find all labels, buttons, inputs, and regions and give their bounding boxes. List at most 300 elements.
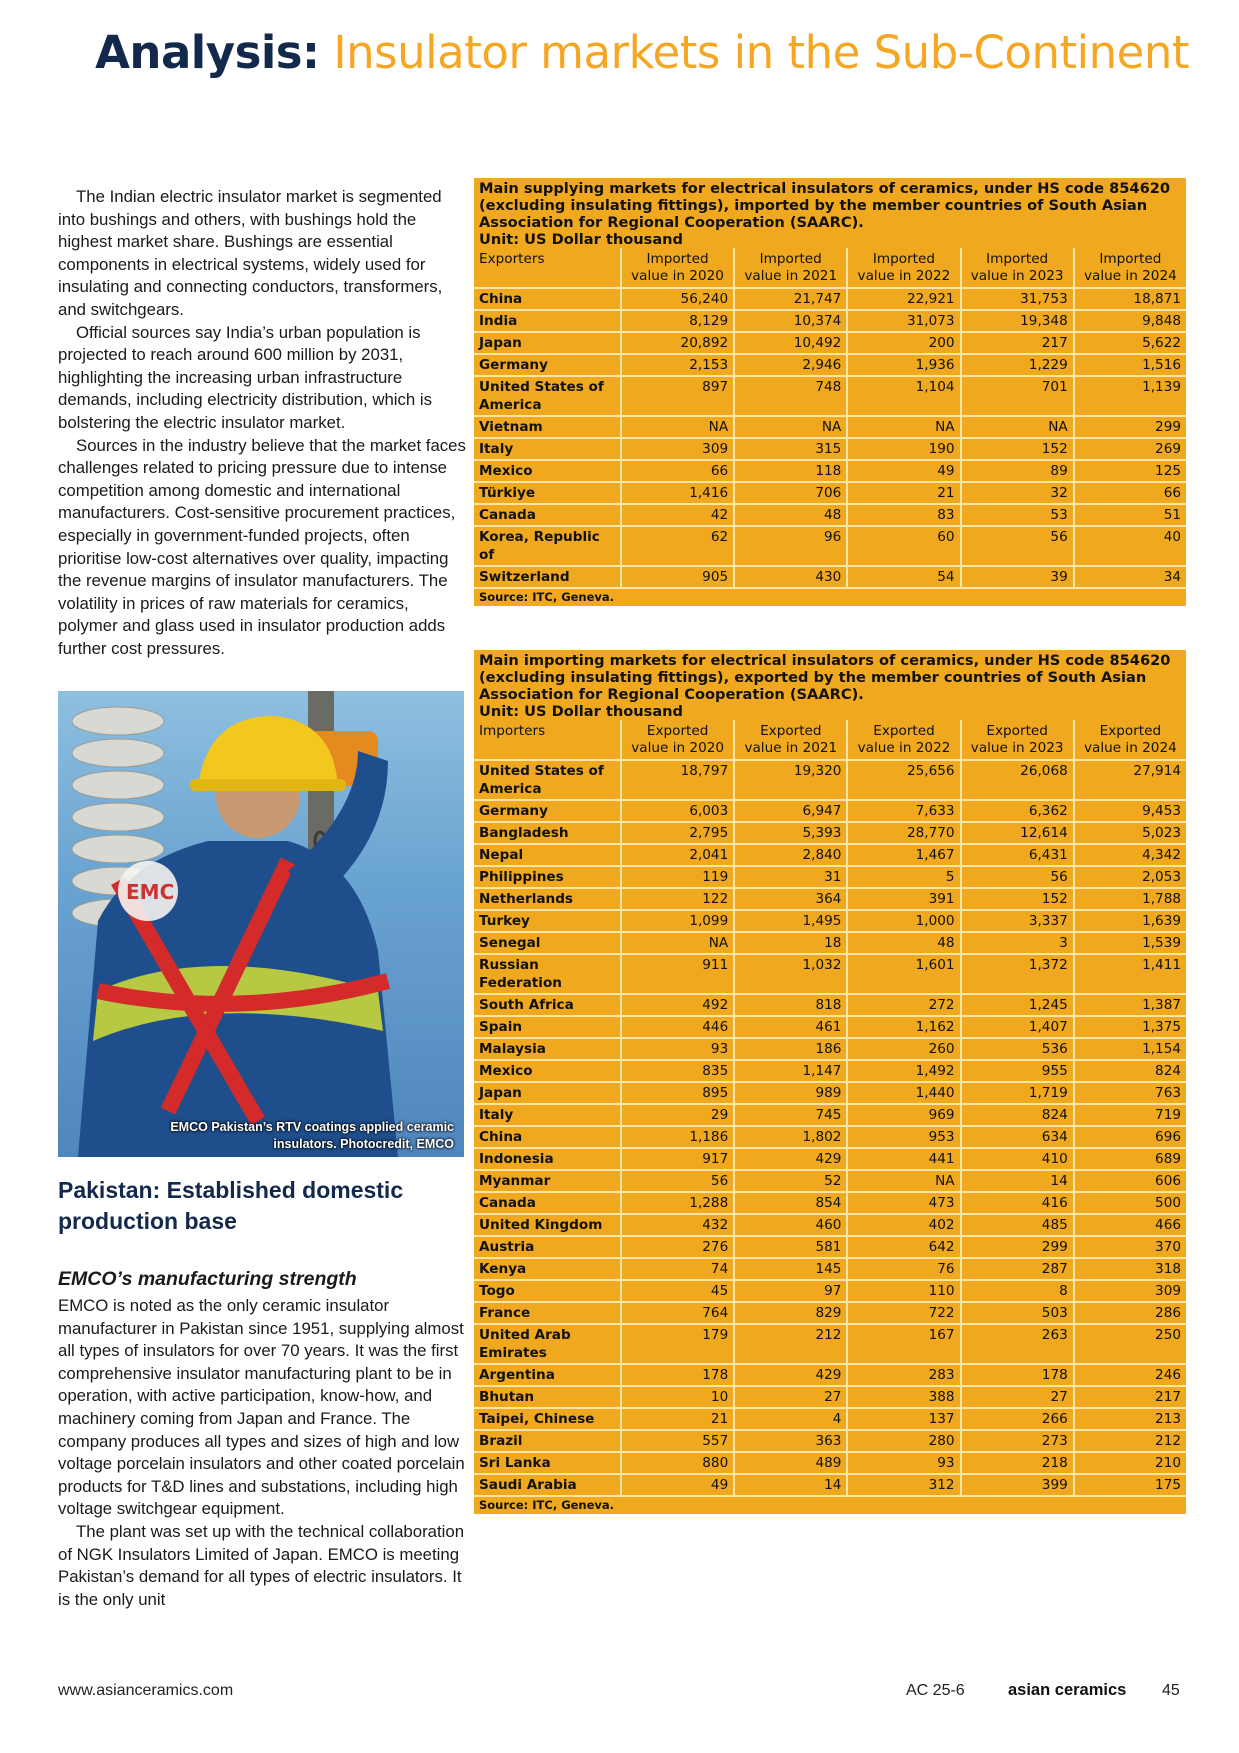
value-cell: 49 xyxy=(621,1474,734,1496)
country-cell: Philippines xyxy=(474,866,621,888)
value-cell: 1,719 xyxy=(961,1082,1074,1104)
value-cell: 9,453 xyxy=(1074,800,1186,822)
value-cell: 1,154 xyxy=(1074,1038,1186,1060)
value-cell: 581 xyxy=(734,1236,847,1258)
table-row xyxy=(474,460,1186,482)
value-cell: 1,186 xyxy=(621,1126,734,1148)
jacket-logo-text: EMC xyxy=(126,880,175,904)
value-cell: 45 xyxy=(621,1280,734,1302)
header-row xyxy=(474,720,1186,760)
value-cell: 1,229 xyxy=(961,354,1074,376)
value-cell: 835 xyxy=(621,1060,734,1082)
data-table xyxy=(474,248,1186,589)
value-cell: 51 xyxy=(1074,504,1186,526)
value-cell: 363 xyxy=(734,1430,847,1452)
value-cell: 953 xyxy=(847,1126,960,1148)
value-cell: 634 xyxy=(961,1126,1074,1148)
value-cell: 53 xyxy=(961,504,1074,526)
value-cell: 416 xyxy=(961,1192,1074,1214)
country-cell: Netherlands xyxy=(474,888,621,910)
value-cell: 93 xyxy=(847,1452,960,1474)
value-cell: 719 xyxy=(1074,1104,1186,1126)
country-cell: United States of America xyxy=(474,376,621,416)
value-cell: 175 xyxy=(1074,1474,1186,1496)
value-cell: 19,348 xyxy=(961,310,1074,332)
footer-issue: AC 25-6 xyxy=(906,1682,965,1699)
value-cell: 312 xyxy=(847,1474,960,1496)
value-cell: 266 xyxy=(961,1408,1074,1430)
value-cell: 429 xyxy=(734,1364,847,1386)
table-row xyxy=(474,844,1186,866)
value-cell: 1,407 xyxy=(961,1016,1074,1038)
table-row xyxy=(474,1148,1186,1170)
value-cell: 29 xyxy=(621,1104,734,1126)
value-cell: 1,104 xyxy=(847,376,960,416)
value-cell: 31 xyxy=(734,866,847,888)
country-cell: India xyxy=(474,310,621,332)
column-header-value: Exported value in 2020 xyxy=(621,720,734,760)
value-cell: 18,871 xyxy=(1074,288,1186,310)
value-cell: 48 xyxy=(847,932,960,954)
country-cell: Japan xyxy=(474,332,621,354)
value-cell: 1,411 xyxy=(1074,954,1186,994)
value-cell: NA xyxy=(847,416,960,438)
table-source: Source: ITC, Geneva. xyxy=(479,590,615,604)
value-cell: 460 xyxy=(734,1214,847,1236)
country-cell: United Kingdom xyxy=(474,1214,621,1236)
value-cell: 536 xyxy=(961,1038,1074,1060)
table-caption xyxy=(474,650,1186,720)
value-cell: 642 xyxy=(847,1236,960,1258)
table-row xyxy=(474,1258,1186,1280)
value-cell: 178 xyxy=(961,1364,1074,1386)
column-header-value: Imported value in 2024 xyxy=(1074,248,1186,288)
worker-illustration xyxy=(58,691,464,1157)
value-cell: 21,747 xyxy=(734,288,847,310)
value-cell: 2,153 xyxy=(621,354,734,376)
value-cell: 2,840 xyxy=(734,844,847,866)
value-cell: 1,788 xyxy=(1074,888,1186,910)
value-cell: 461 xyxy=(734,1016,847,1038)
table-row xyxy=(474,866,1186,888)
table-row xyxy=(474,910,1186,932)
value-cell: 32 xyxy=(961,482,1074,504)
value-cell: 212 xyxy=(734,1324,847,1364)
country-cell: United States of America xyxy=(474,760,621,800)
value-cell: 210 xyxy=(1074,1452,1186,1474)
table-row xyxy=(474,1192,1186,1214)
value-cell: 21 xyxy=(847,482,960,504)
value-cell: 722 xyxy=(847,1302,960,1324)
value-cell: 1,139 xyxy=(1074,376,1186,416)
table-row xyxy=(474,1324,1186,1364)
value-cell: 8 xyxy=(961,1280,1074,1302)
table-caption-text: Main importing markets for electrical insulators of ceramics, under HS code 854620 (excluding insulating fittings), exported by the member countries of South Asian Association for Regional Cooperation (SAARC). xyxy=(479,652,1171,703)
emco-article-text xyxy=(58,1295,468,1611)
value-cell: 429 xyxy=(734,1148,847,1170)
emco-heading: EMCO’s manufacturing strength xyxy=(58,1268,357,1290)
country-cell: Kenya xyxy=(474,1258,621,1280)
value-cell: 118 xyxy=(734,460,847,482)
value-cell: 388 xyxy=(847,1386,960,1408)
value-cell: 748 xyxy=(734,376,847,416)
country-cell: Italy xyxy=(474,438,621,460)
value-cell: 20,892 xyxy=(621,332,734,354)
value-cell: 1,440 xyxy=(847,1082,960,1104)
table-row xyxy=(474,1126,1186,1148)
value-cell: 989 xyxy=(734,1082,847,1104)
column-header-value: Imported value in 2023 xyxy=(961,248,1074,288)
table-row xyxy=(474,504,1186,526)
table-row xyxy=(474,1060,1186,1082)
value-cell: 60 xyxy=(847,526,960,566)
value-cell: 1,245 xyxy=(961,994,1074,1016)
table-body xyxy=(474,288,1186,588)
value-cell: 54 xyxy=(847,566,960,588)
title-bold: Analysis: xyxy=(95,26,320,79)
country-cell: Mexico xyxy=(474,1060,621,1082)
value-cell: 10,374 xyxy=(734,310,847,332)
country-cell: Argentina xyxy=(474,1364,621,1386)
emco-paragraph: The plant was set up with the technical collaboration of NGK Insulators Limited of Japan. EMCO is meeting Pakistan’s demand for all types of electric insulators. It is the only unit xyxy=(58,1521,465,1609)
country-cell: Brazil xyxy=(474,1430,621,1452)
value-cell: 27,914 xyxy=(1074,760,1186,800)
worker-photo xyxy=(58,691,464,1157)
value-cell: 489 xyxy=(734,1452,847,1474)
value-cell: 430 xyxy=(734,566,847,588)
value-cell: 287 xyxy=(961,1258,1074,1280)
value-cell: 74 xyxy=(621,1258,734,1280)
table-row xyxy=(474,760,1186,800)
value-cell: 119 xyxy=(621,866,734,888)
value-cell: 1,162 xyxy=(847,1016,960,1038)
value-cell: 96 xyxy=(734,526,847,566)
value-cell: 446 xyxy=(621,1016,734,1038)
value-cell: 895 xyxy=(621,1082,734,1104)
country-cell: Myanmar xyxy=(474,1170,621,1192)
table-row xyxy=(474,888,1186,910)
value-cell: 410 xyxy=(961,1148,1074,1170)
value-cell: 4,342 xyxy=(1074,844,1186,866)
table-unit: Unit: US Dollar thousand xyxy=(479,703,683,720)
intro-paragraph: The Indian electric insulator market is segmented into bushings and others, with bushings hold the highest market share. Bushings are essential components in electrical systems, widely used for insulating and connecting conductors, transformers, and switchgears. xyxy=(58,187,443,319)
value-cell: 42 xyxy=(621,504,734,526)
value-cell: 21 xyxy=(621,1408,734,1430)
value-cell: 7,633 xyxy=(847,800,960,822)
column-header-country: Importers xyxy=(474,720,621,760)
value-cell: 745 xyxy=(734,1104,847,1126)
value-cell: 286 xyxy=(1074,1302,1186,1324)
column-header-value: Imported value in 2020 xyxy=(621,248,734,288)
table-row xyxy=(474,526,1186,566)
value-cell: 500 xyxy=(1074,1192,1186,1214)
value-cell: 299 xyxy=(1074,416,1186,438)
value-cell: 4 xyxy=(734,1408,847,1430)
country-cell: United Arab Emirates xyxy=(474,1324,621,1364)
value-cell: 19,320 xyxy=(734,760,847,800)
country-cell: Senegal xyxy=(474,932,621,954)
value-cell: 473 xyxy=(847,1192,960,1214)
value-cell: 1,416 xyxy=(621,482,734,504)
value-cell: 309 xyxy=(621,438,734,460)
table-row xyxy=(474,1364,1186,1386)
value-cell: 880 xyxy=(621,1452,734,1474)
title-rest: Insulator markets in the Sub-Continent xyxy=(319,26,1189,79)
table-row xyxy=(474,566,1186,588)
table-row xyxy=(474,822,1186,844)
value-cell: 152 xyxy=(961,888,1074,910)
value-cell: 1,375 xyxy=(1074,1016,1186,1038)
value-cell: 145 xyxy=(734,1258,847,1280)
value-cell: 137 xyxy=(847,1408,960,1430)
table-row xyxy=(474,1430,1186,1452)
value-cell: 1,539 xyxy=(1074,932,1186,954)
value-cell: 83 xyxy=(847,504,960,526)
value-cell: 485 xyxy=(961,1214,1074,1236)
table-row xyxy=(474,1408,1186,1430)
value-cell: 276 xyxy=(621,1236,734,1258)
value-cell: 179 xyxy=(621,1324,734,1364)
value-cell: 5,023 xyxy=(1074,822,1186,844)
value-cell: 2,053 xyxy=(1074,866,1186,888)
country-cell: Vietnam xyxy=(474,416,621,438)
table-row xyxy=(474,1104,1186,1126)
value-cell: 27 xyxy=(734,1386,847,1408)
table-row xyxy=(474,416,1186,438)
column-header-country: Exporters xyxy=(474,248,621,288)
value-cell: 824 xyxy=(1074,1060,1186,1082)
country-cell: Saudi Arabia xyxy=(474,1474,621,1496)
country-cell: China xyxy=(474,1126,621,1148)
column-header-value: Exported value in 2023 xyxy=(961,720,1074,760)
country-cell: Germany xyxy=(474,800,621,822)
photo-caption: EMCO Pakistan’s RTV coatings applied ceramic insulators. Photocredit, EMCO xyxy=(170,1120,454,1151)
value-cell: 955 xyxy=(961,1060,1074,1082)
value-cell: 318 xyxy=(1074,1258,1186,1280)
value-cell: 212 xyxy=(1074,1430,1186,1452)
table-unit: Unit: US Dollar thousand xyxy=(479,231,683,248)
value-cell: 56,240 xyxy=(621,288,734,310)
table-row xyxy=(474,932,1186,954)
value-cell: 217 xyxy=(961,332,1074,354)
value-cell: 299 xyxy=(961,1236,1074,1258)
header-row xyxy=(474,248,1186,288)
value-cell: 1,147 xyxy=(734,1060,847,1082)
value-cell: 89 xyxy=(961,460,1074,482)
country-cell: South Africa xyxy=(474,994,621,1016)
data-table xyxy=(474,720,1186,1497)
value-cell: 5,393 xyxy=(734,822,847,844)
value-cell: 6,947 xyxy=(734,800,847,822)
value-cell: 309 xyxy=(1074,1280,1186,1302)
value-cell: 6,431 xyxy=(961,844,1074,866)
table-row xyxy=(474,332,1186,354)
country-cell: Italy xyxy=(474,1104,621,1126)
value-cell: 706 xyxy=(734,482,847,504)
value-cell: 696 xyxy=(1074,1126,1186,1148)
supplying-markets-table xyxy=(474,178,1186,606)
value-cell: 763 xyxy=(1074,1082,1186,1104)
table-row xyxy=(474,288,1186,310)
country-cell: Austria xyxy=(474,1236,621,1258)
country-cell: Bangladesh xyxy=(474,822,621,844)
table-row xyxy=(474,354,1186,376)
value-cell: 818 xyxy=(734,994,847,1016)
value-cell: 969 xyxy=(847,1104,960,1126)
value-cell: 22,921 xyxy=(847,288,960,310)
value-cell: 5,622 xyxy=(1074,332,1186,354)
value-cell: 28,770 xyxy=(847,822,960,844)
value-cell: 217 xyxy=(1074,1386,1186,1408)
column-header-value: Exported value in 2022 xyxy=(847,720,960,760)
value-cell: 97 xyxy=(734,1280,847,1302)
value-cell: 14 xyxy=(961,1170,1074,1192)
column-header-value: Exported value in 2021 xyxy=(734,720,847,760)
value-cell: 701 xyxy=(961,376,1074,416)
table-row xyxy=(474,1474,1186,1496)
value-cell: 432 xyxy=(621,1214,734,1236)
value-cell: 283 xyxy=(847,1364,960,1386)
country-cell: Canada xyxy=(474,1192,621,1214)
value-cell: 2,041 xyxy=(621,844,734,866)
table-row xyxy=(474,994,1186,1016)
value-cell: 606 xyxy=(1074,1170,1186,1192)
value-cell: 1,099 xyxy=(621,910,734,932)
value-cell: NA xyxy=(734,416,847,438)
value-cell: 263 xyxy=(961,1324,1074,1364)
country-cell: Türkiye xyxy=(474,482,621,504)
value-cell: 66 xyxy=(1074,482,1186,504)
value-cell: NA xyxy=(961,416,1074,438)
value-cell: 1,936 xyxy=(847,354,960,376)
country-cell: Japan xyxy=(474,1082,621,1104)
value-cell: 6,003 xyxy=(621,800,734,822)
table-row xyxy=(474,1170,1186,1192)
value-cell: 280 xyxy=(847,1430,960,1452)
table-row xyxy=(474,376,1186,416)
value-cell: 190 xyxy=(847,438,960,460)
value-cell: 3 xyxy=(961,932,1074,954)
table-row xyxy=(474,954,1186,994)
table-row xyxy=(474,1236,1186,1258)
table-row xyxy=(474,1452,1186,1474)
value-cell: 26,068 xyxy=(961,760,1074,800)
value-cell: 2,795 xyxy=(621,822,734,844)
value-cell: 1,601 xyxy=(847,954,960,994)
value-cell: 1,639 xyxy=(1074,910,1186,932)
country-cell: France xyxy=(474,1302,621,1324)
value-cell: 27 xyxy=(961,1386,1074,1408)
table-row xyxy=(474,1038,1186,1060)
value-cell: 8,129 xyxy=(621,310,734,332)
value-cell: 370 xyxy=(1074,1236,1186,1258)
intro-paragraph: Sources in the industry believe that the market faces challenges related to pricing pressure due to intense competition among domestic and international manufacturers. Cost-sensitive procurement practices, especially in government-funded projects, often prioritise low-cost alternatives over quality, impacting the revenue margins of insulator manufacturers. The volatility in prices of raw materials for ceramics, polymer and glass used in insulator production adds further cost pressures. xyxy=(58,435,466,658)
value-cell: 62 xyxy=(621,526,734,566)
country-cell: Mexico xyxy=(474,460,621,482)
value-cell: 34 xyxy=(1074,566,1186,588)
country-cell: Taipei, Chinese xyxy=(474,1408,621,1430)
value-cell: 1,516 xyxy=(1074,354,1186,376)
table-row xyxy=(474,1280,1186,1302)
value-cell: 5 xyxy=(847,866,960,888)
table-body xyxy=(474,760,1186,1496)
value-cell: 897 xyxy=(621,376,734,416)
country-cell: Russian Federation xyxy=(474,954,621,994)
value-cell: 246 xyxy=(1074,1364,1186,1386)
column-header-value: Imported value in 2021 xyxy=(734,248,847,288)
value-cell: 391 xyxy=(847,888,960,910)
value-cell: 200 xyxy=(847,332,960,354)
country-cell: Indonesia xyxy=(474,1148,621,1170)
page-title xyxy=(95,26,1189,79)
table-row xyxy=(474,800,1186,822)
value-cell: 18,797 xyxy=(621,760,734,800)
value-cell: 178 xyxy=(621,1364,734,1386)
emco-paragraph: EMCO is noted as the only ceramic insulator manufacturer in Pakistan since 1951, supplying almost all types of insulators for over 70 years. It was the first comprehensive insulator manufacturing plant to be in operation, with active participation, know-how, and machinery coming from Japan and France. The company produces all types and sizes of high and low voltage porcelain insulators and other coated porcelain products for T&D lines and substations, including high voltage switchgear equipment. xyxy=(58,1296,465,1519)
value-cell: 492 xyxy=(621,994,734,1016)
value-cell: 273 xyxy=(961,1430,1074,1452)
value-cell: NA xyxy=(621,932,734,954)
table-row xyxy=(474,1214,1186,1236)
table-row xyxy=(474,1386,1186,1408)
table-row xyxy=(474,1016,1186,1038)
value-cell: 167 xyxy=(847,1324,960,1364)
value-cell: 186 xyxy=(734,1038,847,1060)
column-header-value: Imported value in 2022 xyxy=(847,248,960,288)
value-cell: 1,288 xyxy=(621,1192,734,1214)
value-cell: 1,372 xyxy=(961,954,1074,994)
value-cell: 152 xyxy=(961,438,1074,460)
value-cell: 1,032 xyxy=(734,954,847,994)
value-cell: 122 xyxy=(621,888,734,910)
value-cell: 39 xyxy=(961,566,1074,588)
value-cell: 48 xyxy=(734,504,847,526)
footer-website-link[interactable]: www.asianceramics.com xyxy=(58,1682,234,1699)
value-cell: 2,946 xyxy=(734,354,847,376)
intro-article-text xyxy=(58,186,466,660)
footer-magazine-name: asian ceramics xyxy=(1008,1681,1127,1699)
value-cell: 260 xyxy=(847,1038,960,1060)
column-header-value: Exported value in 2024 xyxy=(1074,720,1186,760)
country-cell: Canada xyxy=(474,504,621,526)
value-cell: 402 xyxy=(847,1214,960,1236)
table-row xyxy=(474,310,1186,332)
value-cell: 56 xyxy=(961,866,1074,888)
value-cell: 66 xyxy=(621,460,734,482)
value-cell: 1,467 xyxy=(847,844,960,866)
value-cell: 31,753 xyxy=(961,288,1074,310)
value-cell: 911 xyxy=(621,954,734,994)
intro-paragraph: Official sources say India’s urban population is projected to reach around 600 million by 2031, highlighting the increasing urban infrastructure demands, including electricity distribution, which is bolstering the electric insulator market. xyxy=(58,322,433,432)
value-cell: 218 xyxy=(961,1452,1074,1474)
value-cell: 93 xyxy=(621,1038,734,1060)
table-row xyxy=(474,1082,1186,1104)
country-cell: Bhutan xyxy=(474,1386,621,1408)
value-cell: 364 xyxy=(734,888,847,910)
value-cell: 3,337 xyxy=(961,910,1074,932)
value-cell: 441 xyxy=(847,1148,960,1170)
country-cell: Malaysia xyxy=(474,1038,621,1060)
footer-page-number: 45 xyxy=(1162,1682,1180,1699)
value-cell: 52 xyxy=(734,1170,847,1192)
value-cell: 18 xyxy=(734,932,847,954)
country-cell: Korea, Republic of xyxy=(474,526,621,566)
value-cell: 917 xyxy=(621,1148,734,1170)
value-cell: 466 xyxy=(1074,1214,1186,1236)
value-cell: 1,802 xyxy=(734,1126,847,1148)
value-cell: 829 xyxy=(734,1302,847,1324)
country-cell: Spain xyxy=(474,1016,621,1038)
